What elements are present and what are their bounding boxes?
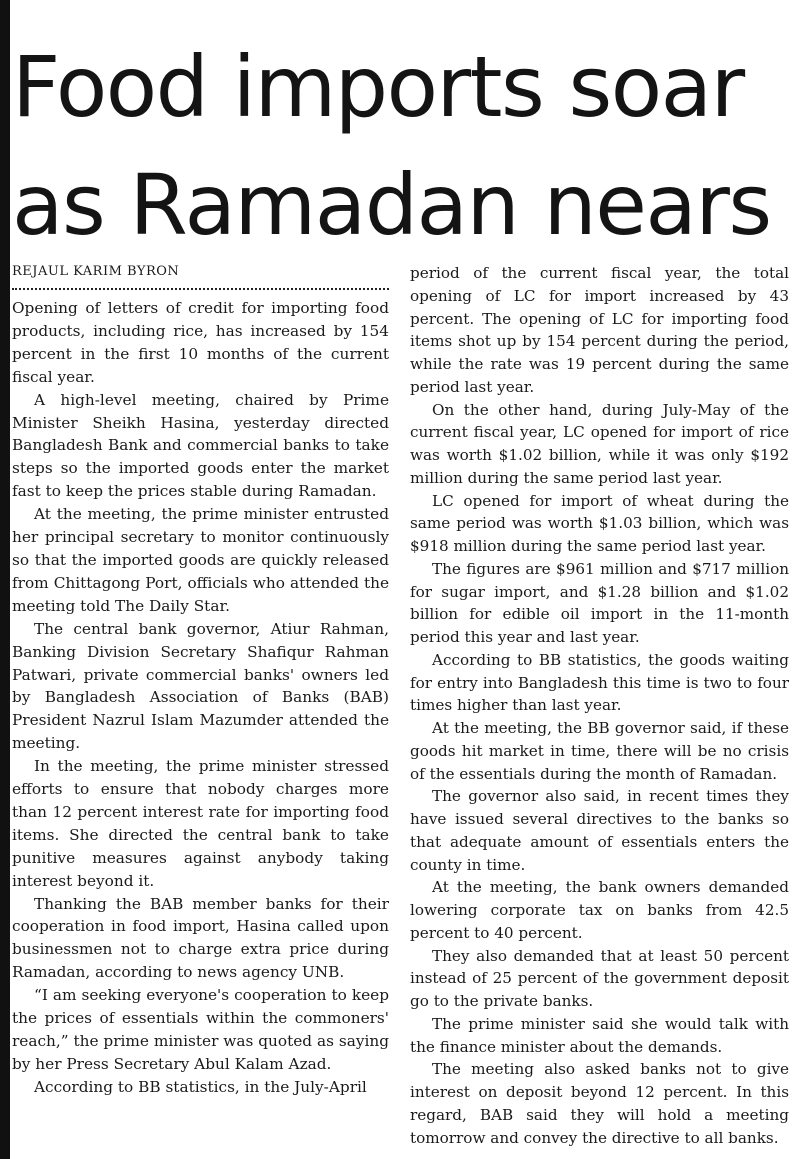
paragraph: At the meeting, the prime minister entrusted her principal secretary to monitor continuously so that the imported goods are quickly released from Chittagong Port, officials who attended the meeting told The Daily Star. xyxy=(12,505,389,615)
paragraph: Thanking the BAB member banks for their cooperation in food import, Hasina called upon businessmen not to charge extra price during Ramadan, according to news agency UNB. xyxy=(12,894,389,982)
paragraph: At the meeting, the BB governor said, if these goods hit market in time, there will be no crisis of the essentials during the month of Ramadan. xyxy=(410,719,789,783)
paragraph: LC opened for import of wheat during the same period was worth $1.03 billion, which was $918 million during the same period last year. xyxy=(410,491,789,555)
article-column-right xyxy=(410,262,789,1149)
headline-line-1: Food imports soar xyxy=(12,38,744,136)
paragraph: period of the current fiscal year, the total opening of LC for import increased by 43 percent. The opening of LC for importing food items shot up by 154 percent during the period, while the rate was 19 percent during the same period last year. xyxy=(410,264,789,396)
article-column-left xyxy=(12,262,389,1099)
headline xyxy=(12,28,802,264)
paragraph: According to BB statistics, the goods waiting for entry into Bangladesh this time is two to four times higher than last year. xyxy=(410,650,789,715)
paragraph: A high-level meeting, chaired by Prime Minister Sheikh Hasina, yesterday directed Bangladesh Bank and commercial banks to take steps so the imported goods enter the market fast to keep the prices stable during Ramadan. xyxy=(12,390,389,501)
paragraph: The central bank governor, Atiur Rahman, Banking Division Secretary Shafiqur Rahman Patwari, private commercial banks' owners led by Bangladesh Association of Banks (BAB) President Nazrul Islam Mazumder attended the meeting. xyxy=(12,619,389,753)
paragraph: They also demanded that at least 50 percent instead of 25 percent of the government deposit go to the private banks. xyxy=(410,946,789,1010)
byline: REJAUL KARIM BYRON xyxy=(12,264,180,279)
paragraph: The figures are $961 million and $717 million for sugar import, and $1.28 billion and $1.02 billion for edible oil import in the 11-month period this year and last year. xyxy=(410,559,789,646)
paragraph: Opening of letters of credit for importing food products, including rice, has increased by 154 percent in the first 10 months of the current fiscal year. xyxy=(12,299,389,386)
paragraph: At the meeting, the bank owners demanded lowering corporate tax on banks from 42.5 percent to 40 percent. xyxy=(410,878,789,942)
byline-divider xyxy=(12,288,389,290)
page-edge-bar xyxy=(0,0,10,1159)
paragraph: According to BB statistics, in the July-April xyxy=(34,1077,367,1096)
paragraph: In the meeting, the prime minister stressed efforts to ensure that nobody charges more than 12 percent interest rate for importing food items. She directed the central bank to take punitive measures against anybody taking interest beyond it. xyxy=(12,757,389,890)
headline-line-2: as Ramadan nears xyxy=(12,156,771,254)
paragraph: The governor also said, in recent times they have issued several directives to the banks so that adequate amount of essentials enters the county in time. xyxy=(410,787,789,874)
paragraph: “I am seeking everyone's cooperation to keep the prices of essentials within the commoners' reach,” the prime minister was quoted as saying by her Press Secretary Abul Kalam Azad. xyxy=(12,986,389,1073)
paragraph: The meeting also asked banks not to give interest on deposit beyond 12 percent. In this regard, BAB said they will hold a meeting tomorrow and convey the directive to all banks. xyxy=(410,1060,789,1147)
paragraph: The prime minister said she would talk with the finance minister about the demands. xyxy=(410,1014,789,1056)
paragraph: On the other hand, during July-May of the current fiscal year, LC opened for import of rice was worth $1.02 billion, while it was only $192 million during the same period last year. xyxy=(410,400,789,487)
